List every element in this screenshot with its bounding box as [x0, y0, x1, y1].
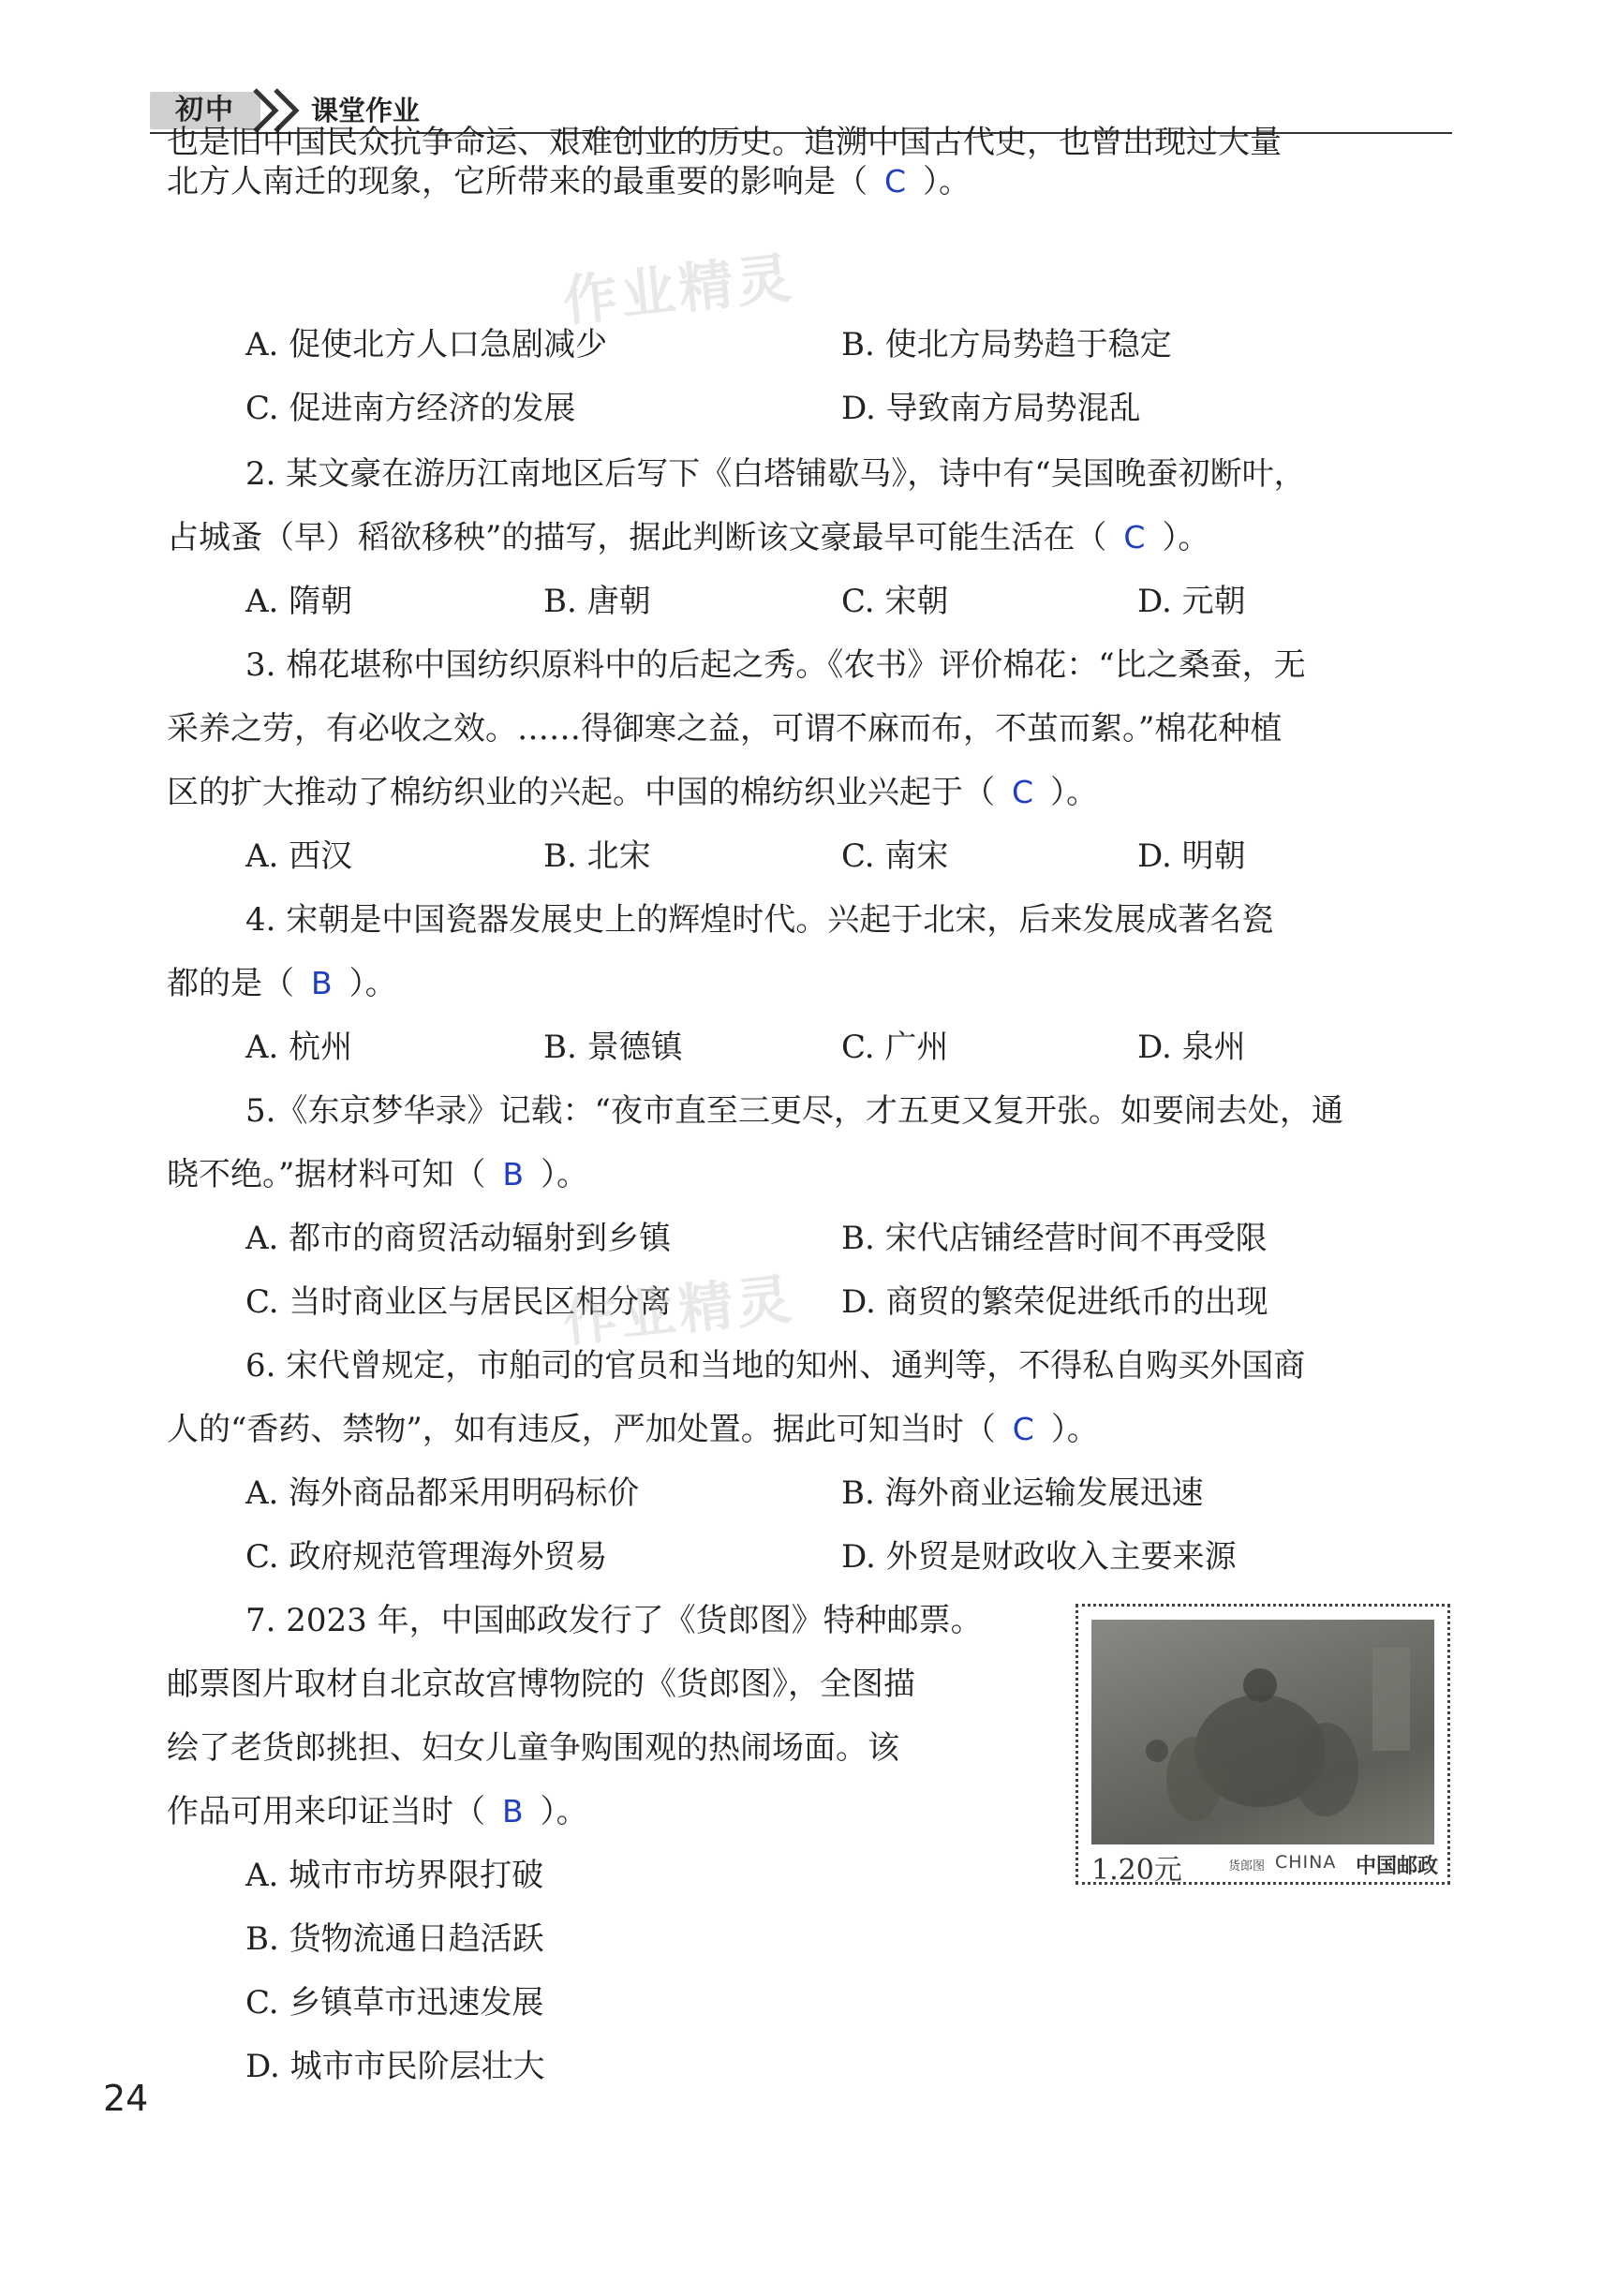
- intro-option-a: A. 促使北方人口急剧减少: [245, 326, 608, 363]
- q3-option-a: A. 西汉: [245, 837, 353, 875]
- q2-option-c: C. 宋朝: [841, 583, 949, 620]
- q5-option-d: D. 商贸的繁荣促进纸币的出现: [841, 1283, 1268, 1321]
- q3-line-1: 3. 棉花堪称中国纺织原料中的后起之秀。《农书》评价棉花：“比之桑蚕，无: [245, 646, 1306, 684]
- q3-line-2: 采养之劳，有必收之效。……得御寒之益，可谓不麻而布，不茧而絮。”棉花种植: [167, 710, 1283, 748]
- q3-line-3: 区的扩大推动了棉纺织业的兴起。中国的棉纺织业兴起于（ C ）。: [167, 774, 1099, 811]
- q2-option-a: A. 隋朝: [245, 583, 353, 620]
- q3-option-b: B. 北宋: [543, 837, 651, 875]
- intro-option-d: D. 导致南方局势混乱: [841, 390, 1141, 427]
- answer-intro: C: [884, 163, 907, 200]
- answer-q2: C: [1123, 519, 1146, 555]
- intro-option-b: B. 使北方局势趋于稳定: [841, 326, 1172, 363]
- answer-q5: B: [502, 1156, 525, 1192]
- q7-line-2: 邮票图片取材自北京故宫博物院的《货郎图》，全图描: [167, 1666, 915, 1703]
- page-number: 24: [103, 2078, 149, 2119]
- stamp-china-label: CHINA: [1275, 1852, 1337, 1873]
- q4-option-a: A. 杭州: [245, 1029, 353, 1066]
- q2-option-d: D. 元朝: [1137, 583, 1246, 620]
- q2-line-2: 占城蚤（早）稻欲移秧”的描写，据此判断该文豪最早可能生活在（ C ）。: [167, 519, 1210, 556]
- intro-line-2: 北方人南迁的现象，它所带来的最重要的影响是（ C ）。: [167, 163, 972, 200]
- q7-option-d: D. 城市市民阶层壮大: [245, 2048, 545, 2085]
- painting-figures-icon: [1091, 1620, 1434, 1844]
- q7-line-3: 绘了老货郎挑担、妇女儿童争购围观的热闹场面。该: [167, 1729, 899, 1767]
- stamp-post-label: 中国邮政: [1356, 1855, 1439, 1878]
- q7-option-a: A. 城市市坊界限打破: [245, 1857, 544, 1894]
- q3-option-c: C. 南宋: [841, 837, 949, 875]
- level-tag: 初中: [150, 92, 260, 129]
- q4-option-c: C. 广州: [841, 1029, 949, 1066]
- q5-option-a: A. 都市的商贸活动辐射到乡镇: [245, 1220, 672, 1257]
- header-title: 课堂作业: [311, 95, 421, 126]
- q6-option-b: B. 海外商业运输发展迅速: [841, 1474, 1204, 1512]
- q5-option-c: C. 当时商业区与居民区相分离: [245, 1283, 672, 1321]
- q2-line-1: 2. 某文豪在游历江南地区后写下《白塔铺歇马》，诗中有“吴国晚蚕初断叶，: [245, 455, 1306, 493]
- watermark: 作业精灵: [559, 245, 798, 333]
- q3-option-d: D. 明朝: [1137, 837, 1246, 875]
- q7-line-1: 7. 2023 年，中国邮政发行了《货郎图》特种邮票。: [245, 1602, 983, 1639]
- stamp-value: 1.20元: [1091, 1854, 1182, 1887]
- q4-line-2: 都的是（ B ）。: [167, 965, 397, 1002]
- q5-option-b: B. 宋代店铺经营时间不再受限: [841, 1220, 1268, 1257]
- q4-option-b: B. 景德镇: [543, 1029, 683, 1066]
- q4-line-1: 4. 宋朝是中国瓷器发展史上的辉煌时代。兴起于北宋，后来发展成著名瓷: [245, 901, 1274, 939]
- answer-q4: B: [311, 965, 333, 1001]
- huolangtu-stamp: [1075, 1604, 1450, 1885]
- q7-option-c: C. 乡镇草市迅速发展: [245, 1984, 544, 2022]
- watermark: 作业精灵: [559, 1267, 798, 1355]
- q7-line-4: 作品可用来印证当时（ B ）。: [167, 1793, 588, 1830]
- answer-q6: C: [1012, 1411, 1034, 1447]
- stamp-painting-image: [1091, 1620, 1434, 1844]
- q6-line-1: 6. 宋代曾规定，市舶司的官员和当地的知州、通判等，不得私自购买外国商: [245, 1347, 1306, 1385]
- q4-option-d: D. 泉州: [1137, 1029, 1246, 1066]
- stamp-title: 货郎图: [1228, 1859, 1266, 1874]
- answer-q7: B: [502, 1793, 524, 1829]
- q2-option-b: B. 唐朝: [543, 583, 651, 620]
- q6-option-d: D. 外贸是财政收入主要来源: [841, 1538, 1237, 1576]
- q5-line-1: 5.《东京梦华录》记载：“夜市直至三更尽，才五更又复开张。如要闹去处，通: [245, 1092, 1343, 1130]
- q6-option-a: A. 海外商品都采用明码标价: [245, 1474, 640, 1512]
- q6-option-c: C. 政府规范管理海外贸易: [245, 1538, 608, 1576]
- answer-q3: C: [1012, 774, 1034, 810]
- q7-option-b: B. 货物流通日趋活跃: [245, 1920, 544, 1958]
- intro-option-c: C. 促进南方经济的发展: [245, 390, 576, 427]
- intro-line-1: 也是旧中国民众抗争命运、艰难创业的历史。追溯中国古代史，也曾出现过大量: [167, 124, 1282, 161]
- q5-line-2: 晓不绝。”据材料可知（ B ）。: [167, 1156, 589, 1193]
- q6-line-2: 人的“香药、禁物”，如有违反，严加处置。据此可知当时（ C ）。: [167, 1411, 1099, 1448]
